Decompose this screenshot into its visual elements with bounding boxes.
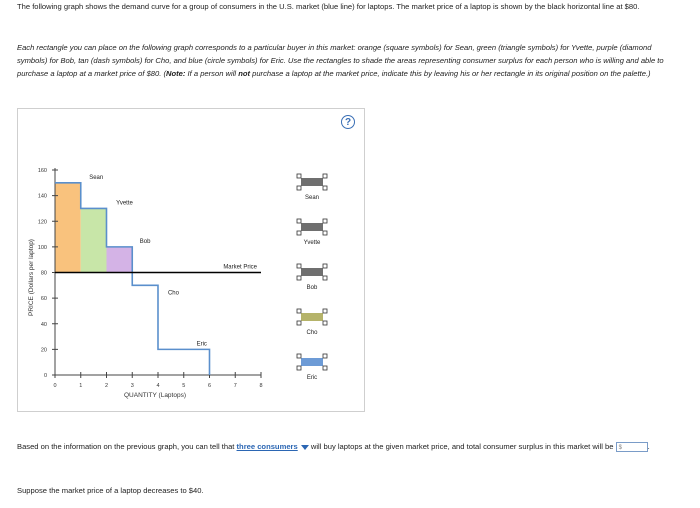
palette-label-sean: Sean <box>304 195 320 201</box>
dash-handle-icon[interactable] <box>323 321 327 325</box>
y-tick-label: 60 <box>40 296 47 303</box>
question-2: Suppose the market price of a laptop decreases to $40. <box>17 486 204 495</box>
instructions-text: Each rectangle you can place on the following graph corresponds to a particular buyer in this market: orange (square symbols) for Sean, green (triangle symbols) for Yvette, purple (diamond symbols) for Bob, tan (dash symbols) for Cho, and blue (circle symbols) for Eric. Use the rectangles to shade the areas representing consumer surplus for each person who is willing and able to purchase a laptop at a market price of $80. (Note: If a person will not purchase a laptop at the market price, indicate this by leaving his or her rectangle in its original position on the palette.) <box>17 43 664 78</box>
y-tick-label: 160 <box>37 168 47 174</box>
palette-rect-cho[interactable] <box>297 309 327 325</box>
step-label-cho: Cho <box>167 290 179 297</box>
help-icon[interactable]: ? <box>341 115 355 129</box>
chevron-down-icon[interactable] <box>301 445 309 450</box>
intro-text: The following graph shows the demand curve for a group of consumers in the U.S. market (blue line) for laptops. The market price of a laptop is shown by the black horizontal line at $80. <box>17 2 640 11</box>
diamond-handle-icon[interactable] <box>297 276 301 280</box>
x-tick-label: 7 <box>233 383 237 389</box>
y-tick-label: 0 <box>43 373 47 379</box>
square-handle-icon[interactable] <box>323 186 327 190</box>
palette-rect-sean[interactable] <box>297 174 327 190</box>
palette-swatch[interactable] <box>301 313 323 321</box>
square-handle-icon[interactable] <box>323 174 327 178</box>
square-handle-icon[interactable] <box>297 186 301 190</box>
triangle-handle-icon[interactable] <box>297 219 301 223</box>
diamond-handle-icon[interactable] <box>323 276 327 280</box>
y-tick-label: 140 <box>37 193 47 200</box>
consumers-dropdown[interactable]: three consumers <box>237 442 309 451</box>
palette-swatch[interactable] <box>301 358 323 366</box>
palette-label-eric: Eric <box>306 375 318 381</box>
surplus-rect-yvette[interactable] <box>81 208 107 272</box>
diamond-handle-icon[interactable] <box>297 264 301 268</box>
y-tick-label: 20 <box>40 347 47 354</box>
x-tick-label: 2 <box>104 383 109 389</box>
palette-label-cho: Cho <box>306 330 318 336</box>
x-axis-label: QUANTITY (Laptops) <box>123 392 187 399</box>
y-axis-label: PRICE (Dollars per laptop) <box>28 239 35 316</box>
palette-rect-eric[interactable] <box>297 354 327 370</box>
circle-handle-icon[interactable] <box>297 366 301 370</box>
circle-handle-icon[interactable] <box>323 366 327 370</box>
step-label-sean: Sean <box>89 174 104 181</box>
dash-handle-icon[interactable] <box>297 321 301 325</box>
y-tick-label: 80 <box>40 270 47 277</box>
circle-handle-icon[interactable] <box>323 354 327 358</box>
x-tick-label: 1 <box>79 383 83 389</box>
palette-rect-bob[interactable] <box>297 264 327 280</box>
x-tick-label: 4 <box>156 383 160 389</box>
x-tick-label: 3 <box>130 383 134 389</box>
dash-handle-icon[interactable] <box>323 309 327 313</box>
x-tick-label: 6 <box>207 383 212 389</box>
step-label-yvette: Yvette <box>116 200 133 207</box>
y-tick-label: 100 <box>37 244 47 251</box>
x-tick-label: 0 <box>53 383 57 389</box>
palette-rect-yvette[interactable] <box>297 219 327 235</box>
dash-handle-icon[interactable] <box>297 309 301 313</box>
palette-swatch[interactable] <box>301 178 323 186</box>
palette-label-bob: Bob <box>306 285 318 291</box>
circle-handle-icon[interactable] <box>297 354 301 358</box>
triangle-handle-icon[interactable] <box>323 231 327 235</box>
triangle-handle-icon[interactable] <box>323 219 327 223</box>
step-label-bob: Bob <box>139 239 151 246</box>
x-tick-label: 5 <box>182 383 186 389</box>
y-tick-label: 40 <box>40 321 47 328</box>
diamond-handle-icon[interactable] <box>323 264 327 268</box>
surplus-rect-sean[interactable] <box>55 183 81 273</box>
y-tick-label: 120 <box>37 219 47 226</box>
consumer-surplus-input[interactable]: $ <box>616 442 648 452</box>
palette-swatch[interactable] <box>301 268 323 276</box>
palette-swatch[interactable] <box>301 223 323 231</box>
palette-label-yvette: Yvette <box>303 240 321 246</box>
square-handle-icon[interactable] <box>297 174 301 178</box>
surplus-rect-bob[interactable] <box>107 247 133 273</box>
triangle-handle-icon[interactable] <box>297 231 301 235</box>
market-price-label: Market Price <box>223 264 257 271</box>
x-tick-label: 8 <box>259 383 263 389</box>
step-label-eric: Eric <box>196 341 207 348</box>
question-1: Based on the information on the previous graph, you can tell that three consumers will buy laptops at the given market price, and total consumer surplus in this market will be $ . <box>17 442 650 451</box>
